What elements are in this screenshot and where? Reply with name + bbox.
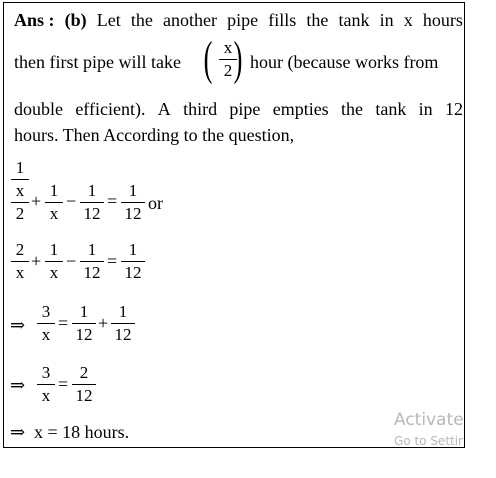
word: tank — [338, 10, 370, 30]
numerator: 1 — [128, 181, 138, 200]
fraction-bar — [80, 202, 104, 203]
text-segment: hour (because works from — [250, 52, 439, 72]
activation-watermark — [394, 410, 464, 448]
denominator: 12 — [83, 204, 101, 223]
word: x — [403, 10, 413, 30]
word: empties — [272, 99, 329, 119]
numerator: 3 — [41, 363, 51, 382]
word: Let — [96, 10, 121, 30]
numerator: 2 — [15, 240, 25, 259]
denominator: 12 — [75, 386, 93, 405]
word: fills — [268, 10, 297, 30]
implies-arrow: ⇒ — [10, 375, 26, 395]
numerator: 1 — [128, 240, 138, 259]
fraction-bar — [80, 261, 104, 262]
equals-sign: = — [58, 313, 69, 333]
denominator: 2 — [223, 61, 233, 80]
word: efficient). — [75, 99, 146, 119]
fraction-bar — [121, 261, 145, 262]
fraction — [36, 302, 56, 345]
answer-line-3 — [14, 98, 463, 120]
fraction-bar — [37, 323, 55, 324]
word: in — [379, 10, 394, 30]
fraction — [120, 240, 146, 283]
fraction — [10, 240, 30, 283]
answer-line-4 — [14, 124, 294, 146]
fraction — [79, 181, 105, 224]
numerator: 1 — [118, 302, 128, 321]
denominator: 12 — [75, 325, 93, 344]
fraction — [120, 181, 146, 224]
answer-line-2 — [14, 51, 181, 73]
word: in — [418, 99, 433, 119]
fraction — [36, 363, 56, 406]
word: pipe — [227, 10, 259, 30]
word: double — [14, 99, 63, 119]
denominator: x — [15, 263, 25, 282]
fraction-bar — [121, 202, 145, 203]
numerator: 3 — [41, 302, 51, 321]
inner-numerator: x — [15, 181, 25, 200]
word: the — [341, 99, 364, 119]
fraction-bar — [72, 384, 96, 385]
denominator: 12 — [124, 204, 142, 223]
fraction — [79, 240, 105, 283]
answer-line-2b — [250, 51, 438, 73]
answer-box — [3, 2, 465, 448]
numerator: x — [223, 38, 233, 57]
fraction — [71, 363, 97, 406]
denominator: x — [41, 386, 51, 405]
word: third — [183, 99, 218, 119]
fraction — [110, 302, 136, 345]
fraction-bar — [45, 261, 63, 262]
word: tank — [375, 99, 407, 119]
nested-fraction — [10, 158, 30, 224]
fraction-bar — [37, 384, 55, 385]
fraction-bar — [111, 323, 135, 324]
final-answer: x = 18 hours. — [34, 422, 130, 442]
word: the — [130, 10, 153, 30]
right-paren: ) — [233, 32, 243, 85]
denominator: x — [41, 325, 51, 344]
equals-sign: = — [107, 251, 118, 271]
implies-arrow: ⇒ — [10, 315, 26, 335]
denominator: 12 — [83, 263, 101, 282]
watermark-line-1: Activate — [394, 410, 464, 430]
word: the — [306, 10, 329, 30]
fraction — [44, 181, 64, 224]
fraction-bar — [11, 179, 29, 180]
denominator: x — [49, 263, 59, 282]
fraction-bar — [11, 202, 29, 203]
word: pipe — [229, 99, 261, 119]
answer-line-1 — [14, 9, 463, 31]
word: 12 — [444, 99, 463, 119]
text-segment: hours. Then According to the question, — [14, 125, 295, 145]
numerator: 1 — [79, 302, 89, 321]
numerator: 1 — [87, 181, 97, 200]
word: A — [157, 99, 171, 119]
minus-sign: − — [66, 251, 77, 271]
fraction — [44, 240, 64, 283]
numerator: 1 — [15, 158, 25, 177]
equals-sign: = — [107, 191, 118, 211]
numerator: 1 — [49, 181, 59, 200]
watermark-line-2: Go to Settir — [394, 434, 463, 448]
plus-sign: + — [31, 191, 42, 211]
fraction — [71, 302, 97, 345]
denominator: 12 — [124, 263, 142, 282]
left-paren: ( — [203, 32, 213, 85]
fraction-bar — [72, 323, 96, 324]
minus-sign: − — [66, 191, 77, 211]
inner-denominator: 2 — [15, 204, 25, 223]
answer-option: (b) — [64, 10, 87, 30]
fraction-bar — [11, 261, 29, 262]
or-text: or — [148, 193, 163, 213]
equals-sign: = — [58, 374, 69, 394]
word: hours — [422, 10, 463, 30]
plus-sign: + — [31, 251, 42, 271]
denominator: x — [49, 204, 59, 223]
word: another — [163, 10, 217, 30]
plus-sign: + — [98, 313, 109, 333]
answer-label: Ans : — [14, 10, 55, 30]
fraction-bar — [45, 202, 63, 203]
denominator: 12 — [114, 325, 132, 344]
text-segment: then first pipe will take — [14, 52, 181, 72]
implies-arrow: ⇒ — [10, 422, 26, 442]
numerator: 1 — [49, 240, 59, 259]
numerator: 2 — [79, 363, 89, 382]
numerator: 1 — [87, 240, 97, 259]
